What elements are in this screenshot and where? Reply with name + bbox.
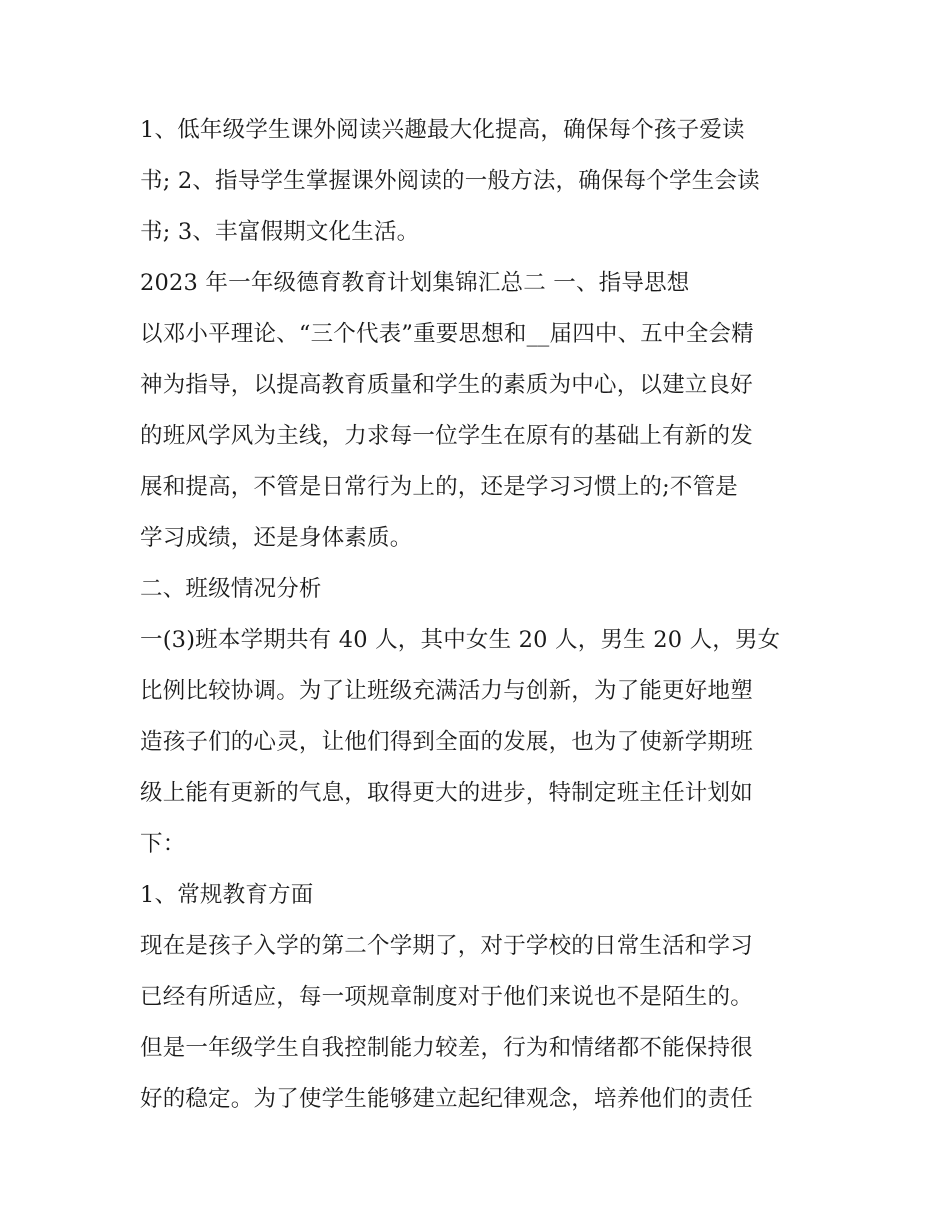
text-line: 下： (140, 831, 186, 857)
section-heading: 二、班级情况分析 (140, 576, 322, 602)
text-line: 书; 3、丰富假期文化生活。 (140, 219, 420, 245)
text-line: 学习成绩，还是身体素质。 (140, 525, 413, 551)
section-heading: 1、常规教育方面 (140, 882, 314, 908)
text-line: 级上能有更新的气息，取得更大的进步，特制定班主任计划如 (140, 780, 753, 806)
text-line: 比例比较协调。为了让班级充满活力与创新，为了能更好地塑 (140, 678, 753, 704)
text-line: 以邓小平理论、“三个代表”重要思想和__届四中、五中全会精 (140, 321, 754, 347)
text-line: 现在是孩子入学的第二个学期了，对于学校的日常生活和学习 (140, 933, 753, 959)
text-line: 书; 2、指导学生掌握课外阅读的一般方法，确保每个学生会读 (140, 168, 760, 194)
document-page (140, 105, 820, 1125)
text-line: 一(3)班本学期共有 40 人，其中女生 20 人，男生 20 人，男女 (140, 627, 781, 653)
text-line: 好的稳定。为了使学生能够建立起纪律观念，培养他们的责任 (140, 1086, 753, 1112)
text-line: 1、低年级学生课外阅读兴趣最大化提高，确保每个孩子爱读 (140, 117, 745, 143)
text-line: 已经有所适应，每一项规章制度对于他们来说也不是陌生的。 (140, 984, 753, 1010)
text-line: 展和提高，不管是日常行为上的，还是学习习惯上的;不管是 (140, 474, 738, 500)
text-line: 的班风学风为主线，力求每一位学生在原有的基础上有新的发 (140, 423, 753, 449)
text-line: 神为指导，以提高教育质量和学生的素质为中心，以建立良好 (140, 372, 753, 398)
text-line: 但是一年级学生自我控制能力较差，行为和情绪都不能保持很 (140, 1035, 753, 1061)
section-heading: 2023 年一年级德育教育计划集锦汇总二 一、指导思想 (140, 270, 690, 296)
text-line: 造孩子们的心灵，让他们得到全面的发展，也为了使新学期班 (140, 729, 753, 755)
